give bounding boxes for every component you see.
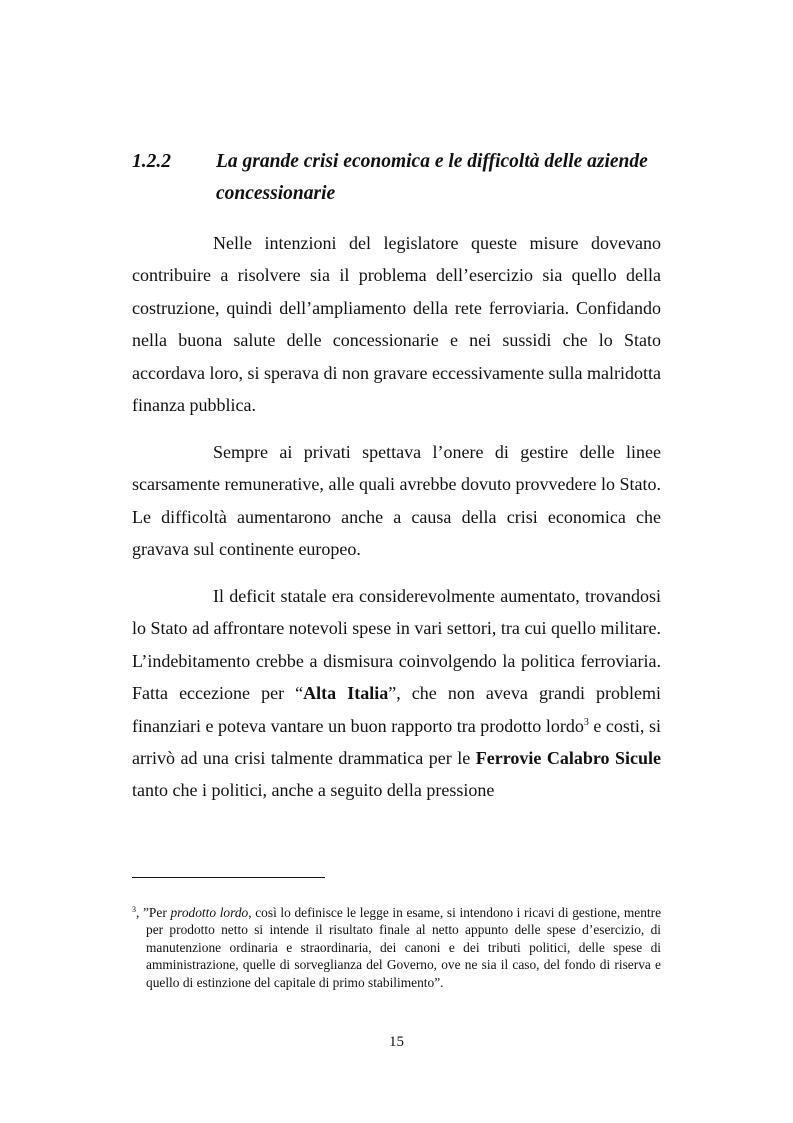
- footnote-mark: 3: [132, 905, 136, 914]
- paragraph-1-text: Nelle intenzioni del legislatore queste misure dovevano contribuire a risolvere sia il problema dell’esercizio sia quello della costruzione, quindi dell’ampliamento della rete ferroviaria. Confidando nella buona salute delle concessionarie e nei sussidi che lo Stato accordava loro, si sperava di non gravare eccessivamente sulla malridotta finanza pubblica.: [132, 233, 661, 416]
- section-heading: [132, 146, 672, 210]
- alta-italia-bold: Alta Italia: [303, 683, 389, 704]
- ferrovie-calabro-sicule-bold: Ferrovie Calabro Sicule: [475, 748, 661, 769]
- paragraph-3: [132, 580, 661, 807]
- paragraph-3-text-2: ”, che non aveva grandi problemi finanziari e poteva vantare un buon rapporto tra prodotto lordo: [132, 683, 662, 736]
- paragraph-1: [132, 227, 661, 421]
- footnote-italic-term: prodotto lordo: [170, 905, 249, 920]
- paragraph-2-text: Sempre ai privati spettava l’onere di gestire delle linee scarsamente remunerative, alle quali avrebbe dovuto provvedere lo Stato. Le difficoltà aumentarono anche a causa della crisi economica che gravava sul continente europeo.: [132, 442, 661, 560]
- footnote: [132, 904, 661, 991]
- footnote-separator: [132, 877, 325, 878]
- footnote-body: [132, 904, 661, 991]
- paragraph-3-text-4: tanto che i politici, anche a seguito della pressione: [132, 780, 495, 801]
- section-title: La grande crisi economica e le difficoltà delle aziende concessionarie: [216, 151, 648, 204]
- page-number: 15: [389, 1034, 404, 1050]
- footnote-text-1: , ”Per: [136, 905, 171, 920]
- section-number: 1.2.2: [132, 151, 171, 172]
- paragraph-3-text-3: e costi, si arrivò ad una crisi talmente drammatica per le: [132, 715, 661, 769]
- paragraph-2: [132, 436, 661, 566]
- paragraph-3-text-1: Il deficit statale era considerevolmente aumentato, trovandosi lo Stato ad affrontare notevoli spese in vari settori, tra cui quello militare. L’indebitamento crebbe a dismisura coinvolgendo la politica ferroviaria. Fatta eccezione per “: [132, 586, 661, 704]
- footnote-reference[interactable]: 3: [583, 716, 589, 728]
- footnote-text-2: , così lo definisce le legge in esame, si intendono i ricavi di gestione, mentre per prodotto netto si intende il risultato finale al netto appunto delle spese d’esercizio, di manutenzione ordinaria e straordinaria, dei canoni e dei tributi politici, delle spese di amministrazione, quelle di sorveglianza del Governo, ove ne sia il caso, del fondo di riserva e quello di estinzione del capitale di primo stabilimento”.: [146, 905, 662, 990]
